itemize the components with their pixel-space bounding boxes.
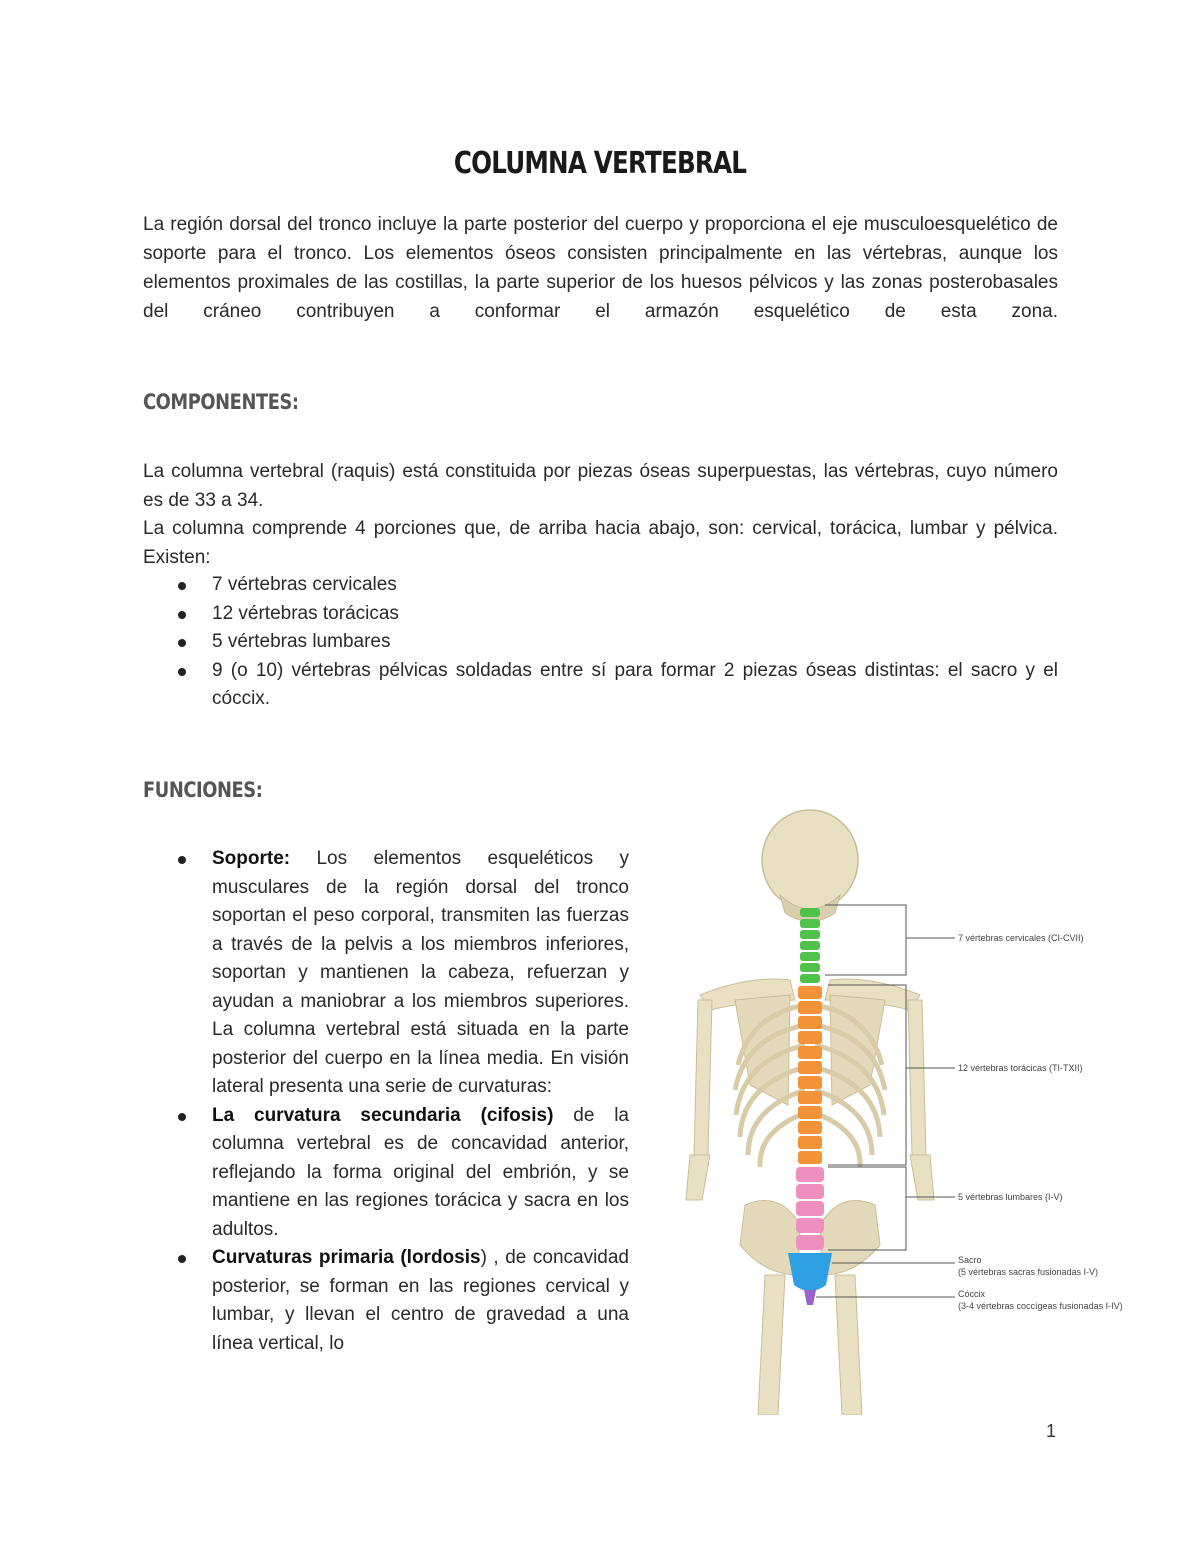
componentes-heading: COMPONENTES: bbox=[143, 390, 299, 414]
funciones-heading: FUNCIONES: bbox=[143, 778, 263, 802]
item-text: ) , de concavidad posterior, se forman en las regiones cervical y lumbar, y llevan el centro de gravedad a una línea vertical, lo bbox=[212, 1247, 629, 1354]
label-sacro-title: Sacro bbox=[958, 1255, 982, 1265]
right-femur bbox=[835, 1275, 862, 1415]
intro-paragraph: La región dorsal del tronco incluye la parte posterior del cuerpo y proporciona el eje musculoesquelético de soporte para el tronco. Los elementos óseos consisten principalmente en las vértebras, aunque los elementos proximales de las costillas, la parte superior de los huesos pélvicos y las zonas posterobasales del cráneo contribuyen a conformar el armazón esquelético de esta zona. bbox=[143, 214, 1058, 322]
label-coccix-detail: (3-4 vértebras coccígeas fusionadas I-IV) bbox=[958, 1301, 1123, 1311]
componentes-paragraph-1: La columna vertebral (raquis) está constituida por piezas óseas superpuestas, las vértebras, cuyo número es de 33 a 34. bbox=[143, 461, 1058, 511]
cervical-vertebrae bbox=[800, 908, 820, 983]
label-lumbar: 5 vértebras lumbares (I-V) bbox=[958, 1192, 1063, 1202]
list-item: 12 vértebras torácicas bbox=[143, 600, 1058, 629]
right-forearm bbox=[910, 1155, 934, 1200]
left-humerus bbox=[694, 1000, 712, 1155]
list-item: 7 vértebras cervicales bbox=[143, 571, 1058, 600]
page-title: COLUMNA VERTEBRAL bbox=[453, 146, 747, 181]
item-text: Los elementos esqueléticos y musculares de la región dorsal del tronco soportan el peso corporal, transmiten las fuerzas a través de la pelvis a los miembros inferiores, soportan y mantienen la cabeza, refuerzan y ayudan a maniobrar a los miembros superiores. La columna vertebral está situada en la parte posterior del cuerpo en la línea media. En visión lateral presenta una serie de curvaturas: bbox=[212, 848, 629, 1097]
list-item bbox=[143, 845, 629, 1102]
label-toracica: 12 vértebras torácicas (TI-TXII) bbox=[958, 1063, 1083, 1073]
list-item bbox=[143, 1102, 629, 1245]
item-bold-term: Curvaturas primaria (lordosis bbox=[212, 1247, 481, 1268]
label-cervical: 7 vértebras cervicales (CI-CVII) bbox=[958, 933, 1084, 943]
lumbar-vertebrae bbox=[796, 1167, 824, 1250]
vertebra-count-list bbox=[143, 571, 1058, 714]
item-bold-term: Soporte: bbox=[212, 848, 291, 869]
item-text: de la columna vertebral es de concavidad anterior, reflejando la forma original del embrión, y se mantiene en las regiones torácica y sacra en los adultos. bbox=[212, 1104, 629, 1240]
skull bbox=[762, 810, 858, 910]
list-item bbox=[143, 1244, 629, 1358]
list-item: 5 vértebras lumbares bbox=[143, 628, 1058, 657]
funciones-list bbox=[143, 845, 629, 1358]
left-femur bbox=[758, 1275, 785, 1415]
label-sacro-detail: (5 vértebras sacras fusionadas I-V) bbox=[958, 1267, 1099, 1277]
left-forearm bbox=[686, 1155, 710, 1200]
coccyx bbox=[804, 1290, 816, 1305]
spine-skeleton-figure bbox=[670, 805, 1140, 1415]
thoracic-vertebrae bbox=[798, 986, 822, 1164]
label-coccix-title: Cóccix bbox=[958, 1289, 986, 1299]
list-item: 9 (o 10) vértebras pélvicas soldadas entre sí para formar 2 piezas óseas distintas: el sacro y el cóccix. bbox=[143, 657, 1058, 714]
page-number: 1 bbox=[1046, 1421, 1057, 1441]
right-humerus bbox=[908, 1000, 926, 1155]
componentes-paragraph-2: La columna comprende 4 porciones que, de arriba hacia abajo, son: cervical, torácica, lumbar y pélvica. Existen: bbox=[143, 518, 1058, 568]
item-bold-term: La curvatura secundaria (cifosis) bbox=[212, 1104, 554, 1126]
sacrum bbox=[788, 1253, 832, 1291]
